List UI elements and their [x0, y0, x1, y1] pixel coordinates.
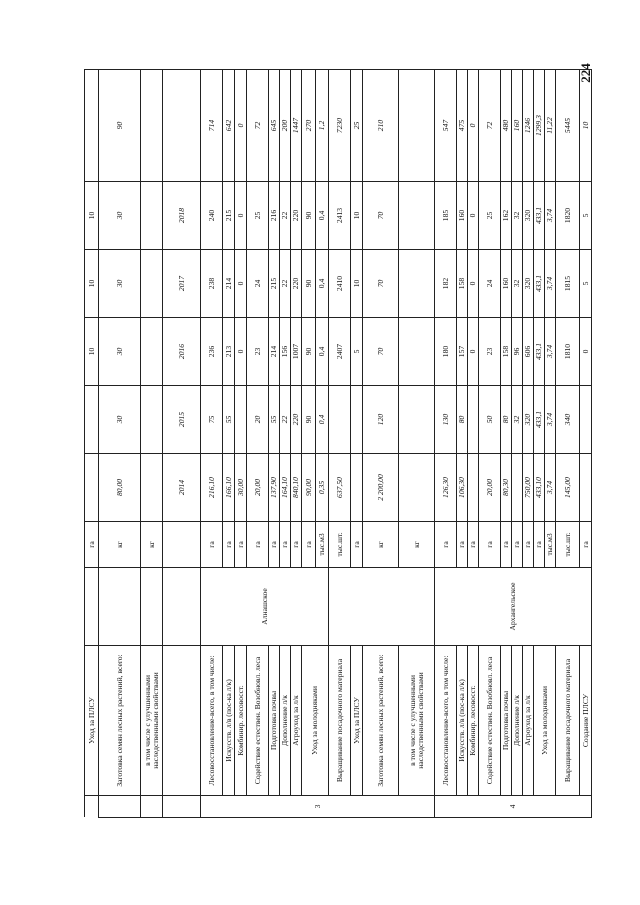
value-cell: 3,74	[545, 318, 556, 386]
value-cell: 96	[512, 318, 523, 386]
value-cell: 1246	[523, 70, 534, 182]
value-cell: 0	[235, 70, 247, 182]
unit-cell: га	[291, 522, 302, 568]
value-cell: 80,30	[501, 454, 512, 522]
unit-cell: тыс.м3	[545, 522, 556, 568]
value-cell: 20,00	[247, 454, 269, 522]
value-cell: 70	[363, 318, 399, 386]
value-cell: 214	[223, 250, 235, 318]
row-name: Комбинир. лесовосст.	[468, 646, 479, 796]
value-cell: 270	[302, 70, 316, 182]
value-cell: 10	[351, 182, 363, 250]
value-cell: 25	[351, 70, 363, 182]
row-name: Заготовка семян лесных растений, всего:	[363, 646, 399, 796]
table-row	[512, 70, 523, 818]
value-cell: 1007	[291, 318, 302, 386]
value-cell: 23	[247, 318, 269, 386]
table-row	[247, 70, 269, 818]
region-name: Архангельское	[435, 568, 592, 646]
table-row	[523, 70, 534, 818]
row-name: Содействие естествен. Возобновл. леса	[479, 646, 501, 796]
value-cell: 30	[99, 318, 141, 386]
value-cell	[235, 386, 247, 454]
unit-cell: кг	[141, 522, 163, 568]
value-cell: 2413	[329, 182, 351, 250]
value-cell: 1447	[291, 70, 302, 182]
unit-cell: га	[501, 522, 512, 568]
value-cell: 22	[280, 182, 291, 250]
value-cell: 80	[501, 386, 512, 454]
value-cell: 25	[247, 182, 269, 250]
value-cell: 433,1	[534, 250, 545, 318]
value-cell: 80	[457, 386, 468, 454]
value-cell: 156	[280, 318, 291, 386]
table-row	[351, 70, 363, 818]
table-row	[329, 70, 351, 818]
value-cell: 10	[85, 250, 99, 318]
value-cell: 24	[247, 250, 269, 318]
value-cell: 30	[99, 182, 141, 250]
value-cell: 90	[302, 182, 316, 250]
value-cell: 2 200,00	[363, 454, 399, 522]
value-cell: 80,00	[99, 454, 141, 522]
value-cell: 22	[280, 386, 291, 454]
value-cell: 220	[291, 182, 302, 250]
value-cell: 55	[269, 386, 280, 454]
unit-cell: га	[479, 522, 501, 568]
value-cell: 215	[223, 182, 235, 250]
value-cell: 216,10	[201, 454, 223, 522]
table-row	[399, 70, 435, 818]
value-cell: 433,10	[534, 454, 545, 522]
unit-cell: га	[223, 522, 235, 568]
value-cell: 11,22	[545, 70, 556, 182]
value-cell: 0,4	[316, 182, 329, 250]
value-cell: 20	[247, 386, 269, 454]
region-name: Алнашское	[201, 568, 329, 646]
table-row	[163, 70, 201, 818]
value-cell: 214	[269, 318, 280, 386]
unit-cell: га	[201, 522, 223, 568]
value-cell: 90,00	[302, 454, 316, 522]
value-cell: 1299,3	[534, 70, 545, 182]
value-cell: 160	[501, 250, 512, 318]
table-row	[468, 70, 479, 818]
row-name: Выращивание посадочного материала	[556, 646, 580, 796]
table-row	[85, 70, 99, 818]
section-number: 3	[201, 796, 435, 818]
value-cell: 145,00	[556, 454, 580, 522]
value-cell: 0	[468, 250, 479, 318]
value-cell: 130	[435, 386, 457, 454]
value-cell: 162	[501, 182, 512, 250]
unit-cell: га	[235, 522, 247, 568]
value-cell: 24	[479, 250, 501, 318]
row-name: Создание ПЛСУ	[580, 646, 592, 796]
value-cell: 182	[435, 250, 457, 318]
value-cell: 5445	[556, 70, 580, 182]
value-cell: 547	[435, 70, 457, 182]
value-cell: 166,10	[223, 454, 235, 522]
row-name: в том числе с улучшенными наследственными свойствами	[399, 646, 435, 796]
value-cell: 1,2	[316, 70, 329, 182]
value-cell: 0,4	[316, 318, 329, 386]
table-row	[201, 70, 223, 818]
value-cell	[85, 386, 99, 454]
value-cell: 160	[457, 182, 468, 250]
value-cell	[85, 70, 99, 182]
value-cell: 637,50	[329, 454, 351, 522]
unit-cell: кг	[399, 522, 435, 568]
row-name: Лесовосстановление-всего, в том числе:	[435, 646, 457, 796]
value-cell: 238	[201, 250, 223, 318]
value-cell: 25	[479, 182, 501, 250]
value-cell: 90	[302, 386, 316, 454]
value-cell: 320	[523, 250, 534, 318]
value-cell: 236	[201, 318, 223, 386]
table-row	[141, 70, 163, 818]
value-cell: 475	[457, 70, 468, 182]
value-cell: 320	[523, 386, 534, 454]
value-cell: 126,30	[435, 454, 457, 522]
page-number: 224	[578, 63, 593, 83]
value-cell: 20,00	[479, 454, 501, 522]
value-cell: 32	[512, 182, 523, 250]
value-cell: 32	[512, 386, 523, 454]
row-name: Агроуход за л/к	[291, 646, 302, 796]
row-name: Дополнение л/к	[512, 646, 523, 796]
value-cell: 216	[269, 182, 280, 250]
unit-cell: га	[523, 522, 534, 568]
row-name: Содействие естествен. Возобновл. леса	[247, 646, 269, 796]
value-cell: 10	[85, 182, 99, 250]
row-name: Искусств. л/в (пос-ка л/к)	[457, 646, 468, 796]
value-cell: 1820	[556, 182, 580, 250]
value-cell: 90	[302, 318, 316, 386]
value-cell: 2407	[329, 318, 351, 386]
value-cell: 0	[580, 318, 592, 386]
table-row	[223, 70, 235, 818]
table-row	[556, 70, 580, 818]
table-row	[457, 70, 468, 818]
value-cell: 72	[247, 70, 269, 182]
value-cell: 3,74	[545, 250, 556, 318]
table-row	[280, 70, 291, 818]
table-row	[235, 70, 247, 818]
value-cell: 750,00	[523, 454, 534, 522]
value-cell: 160	[512, 70, 523, 182]
value-cell	[85, 454, 99, 522]
row-name: в том числе с улучшенными наследственными свойствами	[141, 646, 163, 796]
value-cell: 164,10	[280, 454, 291, 522]
value-cell: 7230	[329, 70, 351, 182]
value-cell: 137,90	[269, 454, 280, 522]
row-name: Уход за молодняками	[534, 646, 556, 796]
value-cell: 433,1	[534, 386, 545, 454]
value-cell: 72	[479, 70, 501, 182]
value-cell: 70	[363, 182, 399, 250]
year-header: 2016	[163, 318, 201, 386]
value-cell: 90	[302, 250, 316, 318]
value-cell: 23	[479, 318, 501, 386]
value-cell: 240	[201, 182, 223, 250]
table-row	[580, 70, 592, 818]
row-name: Уход за молодняками	[302, 646, 329, 796]
unit-cell: га	[457, 522, 468, 568]
value-cell: 106,30	[457, 454, 468, 522]
row-name: Заготовка семян лесных растений, всего:	[99, 646, 141, 796]
value-cell: 220	[291, 250, 302, 318]
row-name: Подготовка почвы	[269, 646, 280, 796]
value-cell: 213	[223, 318, 235, 386]
year-header: 2014	[163, 454, 201, 522]
value-cell: 5	[351, 318, 363, 386]
year-header: 2017	[163, 250, 201, 318]
year-header: 2018	[163, 182, 201, 250]
value-cell: 2410	[329, 250, 351, 318]
value-cell: 30,00	[235, 454, 247, 522]
unit-cell: кг	[99, 522, 141, 568]
value-cell: 3,74	[545, 386, 556, 454]
value-cell: 10	[351, 250, 363, 318]
value-cell: 70	[363, 250, 399, 318]
year-header: 2015	[163, 386, 201, 454]
value-cell: 10	[580, 70, 592, 182]
value-cell: 0	[468, 70, 479, 182]
row-name: Дополнение л/к	[280, 646, 291, 796]
value-cell: 120	[363, 386, 399, 454]
value-cell: 158	[501, 318, 512, 386]
table-row	[479, 70, 501, 818]
value-cell: 210	[363, 70, 399, 182]
value-cell: 433,1	[534, 318, 545, 386]
section-number: 4	[435, 796, 592, 818]
unit-cell: га	[534, 522, 545, 568]
value-cell: 5	[580, 182, 592, 250]
unit-cell: га	[468, 522, 479, 568]
unit-cell: га	[435, 522, 457, 568]
unit-cell: тыс.шт.	[556, 522, 580, 568]
row-name: Уход за ПЛСУ	[351, 646, 363, 796]
unit-cell: кг	[363, 522, 399, 568]
unit-cell: га	[512, 522, 523, 568]
value-cell: 433,1	[534, 182, 545, 250]
table-row	[534, 70, 545, 818]
value-cell: 714	[201, 70, 223, 182]
unit-cell: га	[280, 522, 291, 568]
value-cell: 215	[269, 250, 280, 318]
value-cell: 220	[291, 386, 302, 454]
unit-cell: га	[351, 522, 363, 568]
value-cell: 0	[468, 182, 479, 250]
value-cell: 320	[523, 182, 534, 250]
value-cell: 0	[468, 318, 479, 386]
value-cell: 55	[223, 386, 235, 454]
table-row	[435, 70, 457, 818]
row-name: Комбинир. лесовосст.	[235, 646, 247, 796]
row-name: Подготовка почвы	[501, 646, 512, 796]
value-cell: 340	[556, 386, 580, 454]
value-cell: 5	[580, 250, 592, 318]
value-cell: 606	[523, 318, 534, 386]
value-cell: 158	[457, 250, 468, 318]
value-cell: 0	[235, 182, 247, 250]
value-cell: 22	[280, 250, 291, 318]
row-name: Агроуход за л/к	[523, 646, 534, 796]
row-name: Искусств. л/в (пос-ка л/к)	[223, 646, 235, 796]
row-name: Лесовосстановление-всего, в том числе:	[201, 646, 223, 796]
value-cell: 0	[235, 250, 247, 318]
table-row	[501, 70, 512, 818]
value-cell: 75	[201, 386, 223, 454]
table-row	[99, 70, 141, 818]
value-cell: 1815	[556, 250, 580, 318]
value-cell: 185	[435, 182, 457, 250]
value-cell: 200	[280, 70, 291, 182]
table-row	[269, 70, 280, 818]
value-cell: 840,10	[291, 454, 302, 522]
row-name: Уход за ПЛСУ	[85, 646, 99, 796]
table-row	[302, 70, 316, 818]
value-cell: 157	[457, 318, 468, 386]
value-cell: 1810	[556, 318, 580, 386]
unit-cell: га	[302, 522, 316, 568]
value-cell: 0,4	[316, 250, 329, 318]
value-cell: 180	[435, 318, 457, 386]
unit-cell: тыс.м3	[316, 522, 329, 568]
value-cell: 645	[269, 70, 280, 182]
unit-cell: га	[269, 522, 280, 568]
table-row	[291, 70, 302, 818]
value-cell: 32	[512, 250, 523, 318]
value-cell: 3,74	[545, 454, 556, 522]
value-cell: 0,35	[316, 454, 329, 522]
row-name: Выращивание посадочного материала	[329, 646, 351, 796]
table-row	[363, 70, 399, 818]
value-cell: 0	[235, 318, 247, 386]
value-cell: 480	[501, 70, 512, 182]
value-cell: 3,74	[545, 182, 556, 250]
value-cell: 30	[99, 386, 141, 454]
unit-cell: га	[580, 522, 592, 568]
value-cell: 642	[223, 70, 235, 182]
unit-cell: га	[247, 522, 269, 568]
value-cell: 90	[99, 70, 141, 182]
unit-cell: га	[85, 522, 99, 568]
value-cell: 30	[99, 250, 141, 318]
forestry-plan-table	[84, 69, 592, 818]
value-cell: 10	[85, 318, 99, 386]
value-cell: 50	[479, 386, 501, 454]
unit-cell: тыс.шт.	[329, 522, 351, 568]
value-cell: 0,4	[316, 386, 329, 454]
